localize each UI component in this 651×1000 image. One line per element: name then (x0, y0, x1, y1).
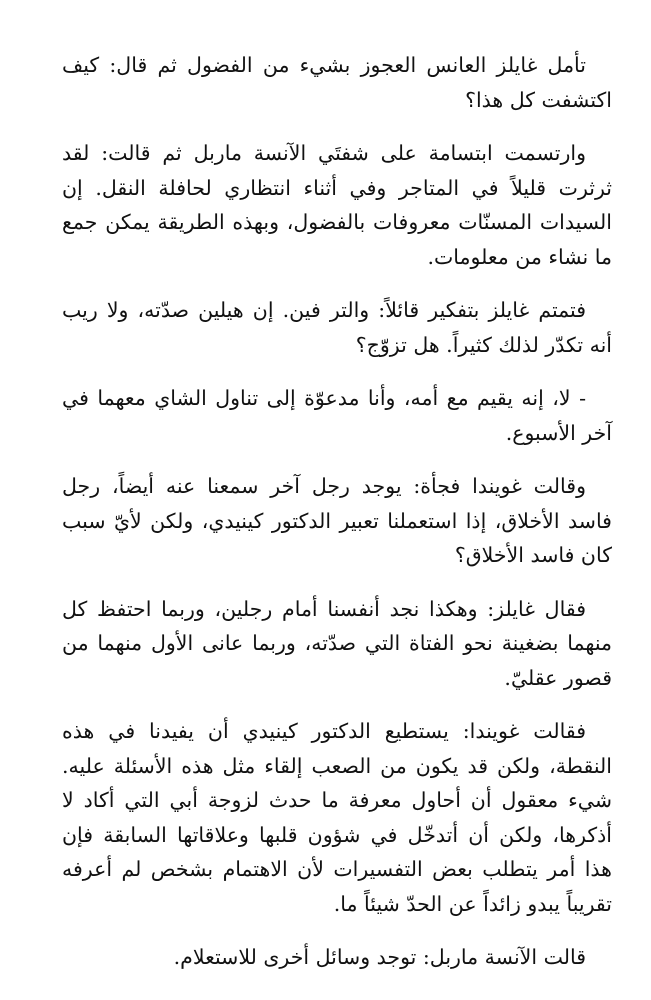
paragraph-7: فقالت غويندا: يستطيع الدكتور كينيدي أن يفيدنا في هذه النقطة، ولكن قد يكون من الصعب إلقاء مثل هذه الأسئلة عليه. شيء معقول أن أحاول معرفة ما حدث لزوجة أبي التي أكاد لا أذكرها، ولكن أن أتدخّل في شؤون قلبها وعلاقاتها السابقة فإن هذا أمر يتطلب بعض التفسيرات لأن الاهتمام بشخص لم أعرفه تقريباً يبدو زائداً عن الحدّ شيئاً ما. (62, 719, 612, 916)
paragraph-3: فتمتم غايلز بتفكير قائلاً: والتر فين. إن هيلين صدّته، ولا ريب أنه تكدّر لذلك كثيراً. هل تزوّج؟ (62, 298, 612, 357)
paragraph-2: وارتسمت ابتسامة على شفتَي الآنسة ماربل ثم قالت: لقد ثرثرت قليلاً في المتاجر وفي أثناء انتظاري لحافلة النقل. إن السيدات المسنّات معروفات بالفضول، وبهذه الطريقة يمكن جمع ما نشاء من معلومات. (62, 141, 612, 269)
paragraph-8: قالت الآنسة ماربل: توجد وسائل أخرى للاستعلام. (173, 945, 586, 969)
paragraph-6: فقال غايلز: وهكذا نجد أنفسنا أمام رجلين، وربما احتفظ كل منهما بضغينة نحو الفتاة التي صدّته، وربما عانى الأول منهما من قصور عقليّ. (62, 596, 612, 690)
paragraph-5: وقالت غويندا فجأة: يوجد رجل آخر سمعنا عنه أيضاً، رجل فاسد الأخلاق، إذا استعملنا تعبير الدكتور كينيدي، ولكن لأيّ سبب كان فاسد الأخلاق؟ (62, 474, 612, 567)
paragraph-4: - لا، إنه يقيم مع أمه، وأنا مدعوّة إلى تناول الشاي معهما في آخر الأسبوع. (62, 386, 612, 445)
paragraph-1: تأمل غايلز العانس العجوز بشيء من الفضول ثم قال: كيف اكتشفت كل هذا؟ (62, 53, 612, 112)
book-page (62, 48, 612, 975)
